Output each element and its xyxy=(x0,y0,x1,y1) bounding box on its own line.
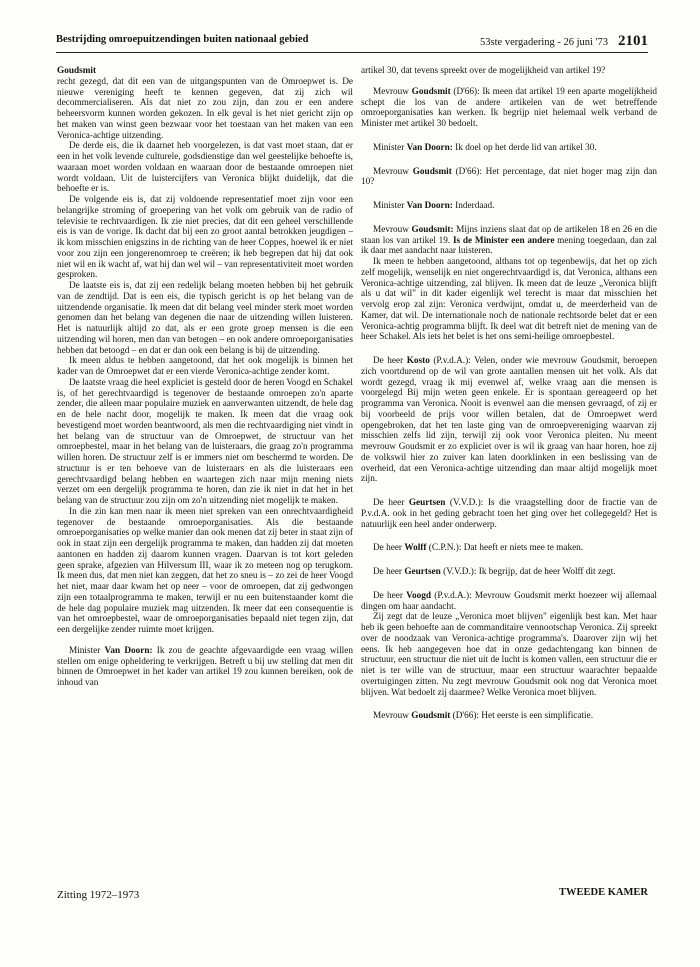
right-column xyxy=(361,66,657,722)
speaker-name: Wolff xyxy=(404,543,427,554)
page-number: 2101 xyxy=(618,33,648,49)
speech-paragraph xyxy=(361,356,657,485)
running-title: Bestrijding omroepuitzendingen buiten nationaal gebied xyxy=(56,34,309,45)
paragraph: De derde eis, die ik daarnet heb voorgelezen, is dat vast moet staan, dat er een in het volk levende culturele, godsdienstige dan wel geestelijke behoefte is, waaraan moet worden voldaan en waaraan door de bestaande omroepen niet wordt voldaan. Uit de luistercijfers van Veronica blijkt duidelijk, dat die behoefte er is. xyxy=(57,141,353,195)
speaker-name: Goudsmit xyxy=(412,166,452,177)
header-rule xyxy=(56,52,648,53)
paragraph: De laatste eis is, dat zij een redelijk belang moeten hebben bij het gebruik van de zendtijd. Dat is een eis, die typisch gericht is op het belang van de uitzendende organisatie. Ik meen dat dit belang veel minder sterk moet worden genomen dan het belang van degenen die naar de uitzending willen luisteren. Het is natuurlijk altijd zo dat, als er een grote groep mensen is die een uitzending wil horen, men dan van betogen – en ook andere omroeporganisaties hebben dat betoogd – en dat er dan ook een belang is bij de uitzending. xyxy=(57,281,353,356)
speech-text: (V.V.D.): Is die vraagstelling door de fractie van de P.v.d.A. ook in het geding gebracht toen het ging over het collegegeld? Het is natuurlijk een heel ander onderwerp. xyxy=(361,498,657,530)
speaker-prefix: Mevrouw xyxy=(373,166,409,177)
speaker-prefix: De heer xyxy=(373,356,404,366)
speech-text: (P.v.d.A.): Mevrouw Goudsmit merkt hoezeer wij allemaal dingen om haar aandacht. xyxy=(361,590,658,612)
speech-paragraph xyxy=(361,498,657,530)
speaker-name: Kosto xyxy=(406,356,430,366)
speaker-name: Voogd xyxy=(406,590,432,601)
speech-text: (D'66): Ik meen dat artikel 19 een aparte mogelijkheid schept die los van de andere artikelen van de wet betreffende omroeporganisaties kan werken. Ik begrijp niet helemaal welk verband de Minister met artikel 30 bedoelt. xyxy=(361,86,658,129)
speaker-name: Van Doorn: xyxy=(406,201,453,211)
speech-text: Ik zou de geachte afgevaardigde een vraag willen stellen om enige opheldering te verkrijgen. Betreft u bij uw stelling dat men dit binnen de Omroepwet in het kader van artikel 19 zou kunnen bereiken, ook de inhoud van xyxy=(57,645,353,688)
speaker-prefix: Minister xyxy=(373,201,405,211)
speaker-prefix: Mevrouw xyxy=(373,224,409,235)
session-label: Zitting 1972–1973 xyxy=(57,889,140,901)
speaker-name: Geurtsen xyxy=(408,498,446,508)
speaker-prefix: Minister xyxy=(373,142,405,153)
speech-text: Inderdaad. xyxy=(455,201,495,211)
speaker-name: Goudsmit xyxy=(411,711,451,722)
paragraph: In die zin kan men naar ik meen niet spreken van een onrechtvaardigheid tegenover de bestaande omroeporganisaties. Als die bestaande omroeporganisaties op welke manier dan ook menen dat zij beter in staat zijn of ook in staat zijn een dergelijk programma te maken, dan hadden zij dat moeten aantonen en hadden zij daarom kunnen vragen. Daarvan is tot kort geleden geen sprake, afgezien van Hilversum III, waar ik zo meteen nog op terugkom. Ik meen dus, dat men niet kan zeggen, dat het zo sneu is – zo zei de heer Voogd het niet, maar daar kwam het op neer – voor de omroepen, dat zij gedwongen zijn een totaalprogramma te maken, terwijl er nu een buitenstaander komt die de hele dag populaire muziek mag uitzenden. Ik meer dat een consequentie is van het omroepbestel, waar de omroeporganisaties bepaald niet tegen zijn, dat een dergelijke zender ruimte moet krijgen. xyxy=(57,506,353,635)
speech-text: (C.P.N.): Dat heeft er niets mee te maken. xyxy=(428,543,584,554)
paragraph: De volgende eis is, dat zij voldoende representatief moet zijn voor een belangrijke stroming of groepering van het volk om gebruik van de radio of televisie te rechtvaardigen. Ik zie niet precies, dat dit een geheel verschillende eis is van de vorige. Ik dacht dat bij een zo groot aantal betrokken jeugdigen – ik kom misschien enigszins in de richting van de heer Coppes, hoewel ik er niet voor zou zijn een jongerenomroep te creëren; ik heb begrepen dat hij dat ook niet wil en ik wacht af, wat hij dan wel wil – van representativiteit moet worden gesproken. xyxy=(57,195,353,281)
speech-paragraph xyxy=(361,225,657,257)
speech-text: Ik doel op het derde lid van artikel 30. xyxy=(455,142,597,153)
speech-text: (P.v.d.A.): Velen, onder wie mevrouw Goudsmit, beroepen zich voortdurend op de wil van grote aantallen mensen uit het volk. Als dat wordt gezegd, vraag ik mij evenwel af, welke vraag aan die mensen is voorgelegd Bij mijn weten geen enkele. Er is spontaan gereageerd op het programma van Veronica. Nooit is evenwel aan die mensen gevraagd, of zij er bij voorbeeld de prijs voor willen betalen, dat de Omroepwet werd opengebroken, dat het ten laste ging van de omroepvereniging waarvan zij misschien zelfs lid zijn, terwijl zij ook voor Veronica pleiten. Nu meent mevrouw Goudsmit er zo expliciet over is wil ik graag van haar horen, hoe zij de volkswil hier zo zuiver kan laten doorklinken in een beslissing van de overheid, dat een Veronica-achtige uitzending dan maar altijd mogelijk moet zijn. xyxy=(361,356,658,485)
chamber-label: TWEEDE KAMER xyxy=(559,887,648,898)
speech-paragraph xyxy=(361,167,657,189)
paragraph: artikel 30, dat tevens spreekt over de mogelijkheid van artikel 19? xyxy=(361,66,606,76)
paragraph: De laatste vraag die heel expliciet is gesteld door de heren Voogd en Schakel is, of het gerechtvaardigd is tegenover de bestaande omroepen zo'n aparte zender, die alleen maar populaire muziek en aanverwanten uitzendt, de hele dag en de hele nacht door, mogelijk te maken. Ik meen dat die vraag ook bevestigend moet worden beantwoord, als men die rechtvaardiging niet vindt in het belang van de structuur van de Omroepwet, de structuur van het omroepbestel, maar in het belang van de luisteraars, die graag zo'n programma willen horen. De structuur zelf is er immers niet om beschermd te worden. De structuur is er ten behoeve van de luisteraars en als die luisteraars een gerechtvaardigd belang hebben en waartegen zich naar mijn mening niets verzet om een dergelijk programma te horen, dan zie ik niet in dat het in het belang van de structuur zou zijn om zo'n uitzending niet mogelijk te maken. xyxy=(57,377,353,506)
speaker-name: Goudsmit xyxy=(411,86,451,97)
speech-text: (V.V.D.): Ik begrijp, dat de heer Wolff dit zegt. xyxy=(443,567,616,577)
speaker-prefix: De heer xyxy=(373,498,405,508)
paragraph: Ik meen aldus te hebben aangetoond, dat het ook mogelijk is binnen het kader van de Omroepwet dat er een vierde Veronica-achtige zender komt. xyxy=(57,356,353,377)
speech-paragraph xyxy=(361,591,657,613)
left-column xyxy=(57,66,353,689)
speaker-prefix: De heer xyxy=(373,543,403,554)
speaker-name: Goudsmit: xyxy=(411,224,454,235)
speaker-prefix: Minister xyxy=(69,645,101,656)
speaker-prefix: Mevrouw xyxy=(373,86,409,97)
speaker-name: Van Doorn: xyxy=(104,645,153,656)
speaker-name: Geurtsen xyxy=(404,567,441,577)
speech-paragraph xyxy=(361,87,657,130)
speech-paragraph xyxy=(361,543,657,554)
speech-text: (D'66): Het eerste is een simplificatie. xyxy=(452,711,594,722)
emphasis-text: Is de Minister een andere xyxy=(452,235,555,246)
speech-paragraph xyxy=(361,143,657,154)
section-heading: Goudsmit xyxy=(57,66,97,76)
speech-paragraph xyxy=(57,646,353,689)
speech-text: mening toegedaan, dan zal ik daar met aandacht naar luisteren. xyxy=(361,235,657,257)
speaker-prefix: De heer xyxy=(373,567,403,577)
speaker-prefix: Mevrouw xyxy=(373,711,409,722)
paragraph: Zij zegt dat de leuze „Veronica moet blijven" eigenlijk best kan. Met haar heb ik geen behoefte aan de commanditaire vennootschap Veronica. Zij spreekt over de noodzaak van Veronica-achtige programma's. Daarover zijn wij het eens. Ik heb aangegeven hoe dat in onze gedachtengang kan binnen de structuur, een structuur die niet uit de lucht is komen vallen, een structuur die er niet is ter wille van de structuur, maar een structuur waarachter bepaalde overtuigingen zitten. Nu zegt mevrouw Goudsmit ook nog dat Veronica moet blijven. Wat bedoelt zij daarmee? Welke Veronica moet blijven. xyxy=(361,612,657,698)
meeting-info: 53ste vergadering - 26 juni '73 xyxy=(480,37,608,48)
speech-paragraph xyxy=(361,201,657,212)
running-meta xyxy=(480,32,648,50)
speech-text: (D'66): Het percentage, dat niet hoger mag zijn dan 10? xyxy=(361,166,658,188)
speech-paragraph xyxy=(361,711,657,722)
speech-paragraph xyxy=(361,567,657,578)
speech-text: Mijns inziens slaat dat op de artikelen 18 en 26 en die staan los van artikel 19. xyxy=(361,224,657,246)
paragraph: recht gezegd, dat dit een van de uitgangspunten van de Omroepwet is. De nieuwe vereniging heeft te kennen gegeven, dat zij zich wil decommercialiseren. Als dat niet zo zou zijn, dan zou er een andere beheersvorm kunnen worden gekozen. In elk geval is het niet gericht zijn op het maken van winst geen bezwaar voor het toestaan van het maken van een Veronica-achtige uitzending. xyxy=(57,76,353,141)
speaker-prefix: De heer xyxy=(373,590,403,601)
speaker-name: Van Doorn: xyxy=(406,142,453,153)
paragraph: Ik meen te hebben aangetoond, althans tot op tegenbewijs, dat het op zich zelf mogelijk, wenselijk en niet ongerechtvaardigd is, dat Veronica, althans een Veronica-achtige uitzending, zal blijven. Ik meen dat de leuze „Veronica blijft als u dat wil" in dit kader eigenlijk wel terecht is maar dat misschien het vervolg erop zal zijn: Veronica verdwijnt, omdat u, de meerderheid van de Kamer, dat wil. De internationale noch de nationale rechtsorde belet dat er een Veronica-achtig programma blijft. Ik deel wat dit betreft niet de mening van de heer Schakel. Als iets het belet is het ons semi-heilige omroepbestel. xyxy=(361,257,657,343)
